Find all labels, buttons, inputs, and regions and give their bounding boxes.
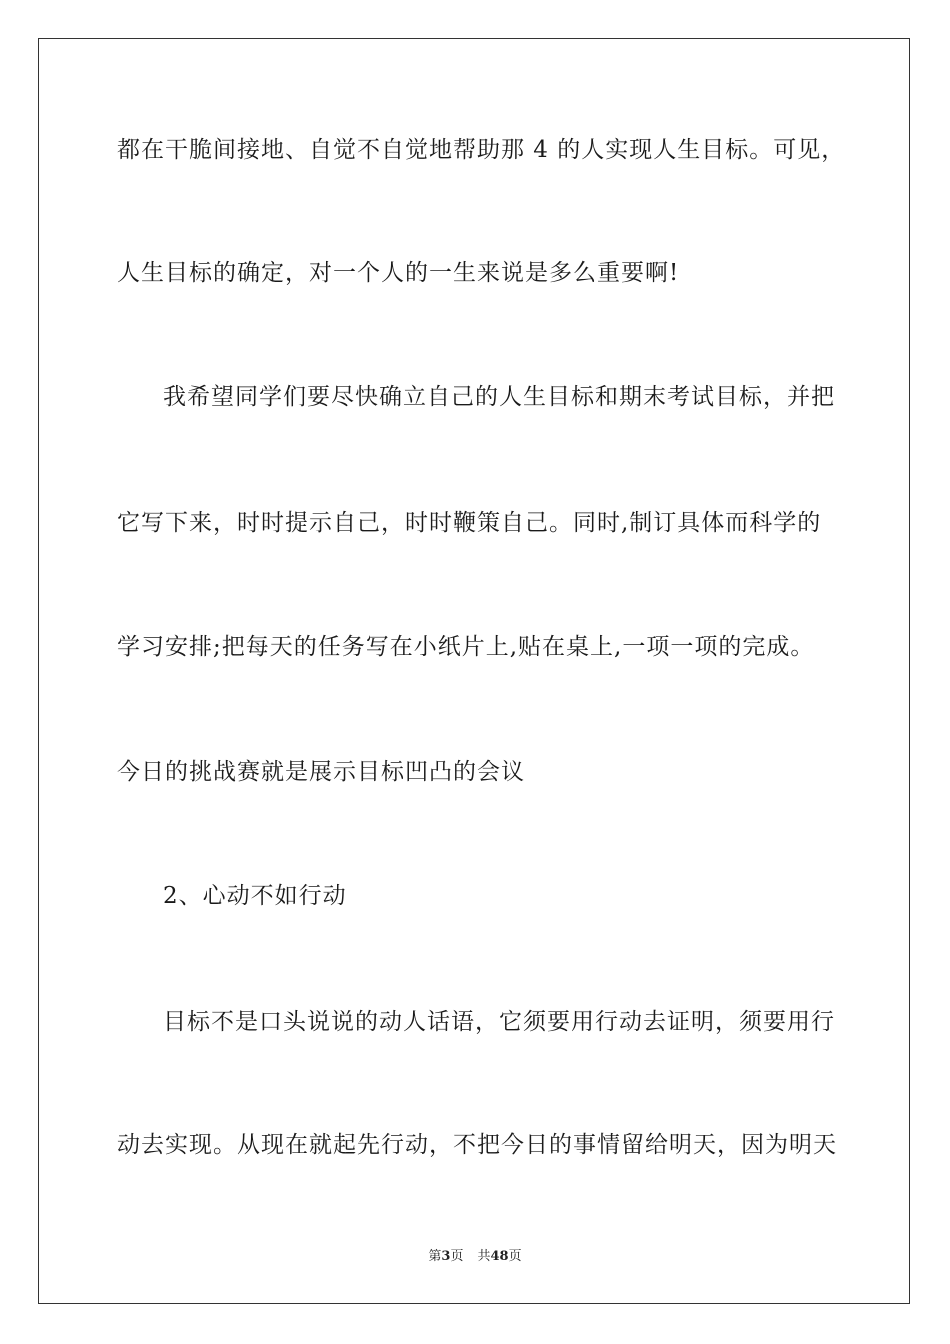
paragraph-line-3: 我希望同学们要尽快确立自己的人生目标和期末考试目标，并把 [163, 384, 835, 410]
total-pages: 48 [490, 1249, 509, 1264]
page-border [38, 38, 910, 1304]
page-suffix: 页 [450, 1249, 464, 1264]
section-heading: 2、心动不如行动 [163, 883, 347, 909]
paragraph-line-1: 都在干脆间接地、自觉不自觉地帮助那 4 的人实现人生目标。可见， [117, 137, 846, 163]
total-prefix: 共 [477, 1249, 491, 1264]
paragraph-line-8: 动去实现。从现在就起先行动，不把今日的事情留给明天，因为明天 [117, 1132, 837, 1158]
page-footer [0, 1248, 950, 1266]
page-prefix: 第 [428, 1249, 442, 1264]
total-suffix: 页 [508, 1249, 522, 1264]
paragraph-line-5: 学习安排;把每天的任务写在小纸片上,贴在桌上,一项一项的完成。 [117, 634, 815, 660]
paragraph-line-6: 今日的挑战赛就是展示目标凹凸的会议 [117, 759, 525, 785]
paragraph-line-2: 人生目标的确定，对一个人的一生来说是多么重要啊! [117, 260, 680, 286]
paragraph-line-4: 它写下来，时时提示自己，时时鞭策自己。同时,制订具体而科学的 [117, 510, 822, 536]
page-number: 3 [441, 1249, 451, 1264]
paragraph-line-7: 目标不是口头说说的动人话语，它须要用行动去证明，须要用行 [163, 1009, 835, 1035]
